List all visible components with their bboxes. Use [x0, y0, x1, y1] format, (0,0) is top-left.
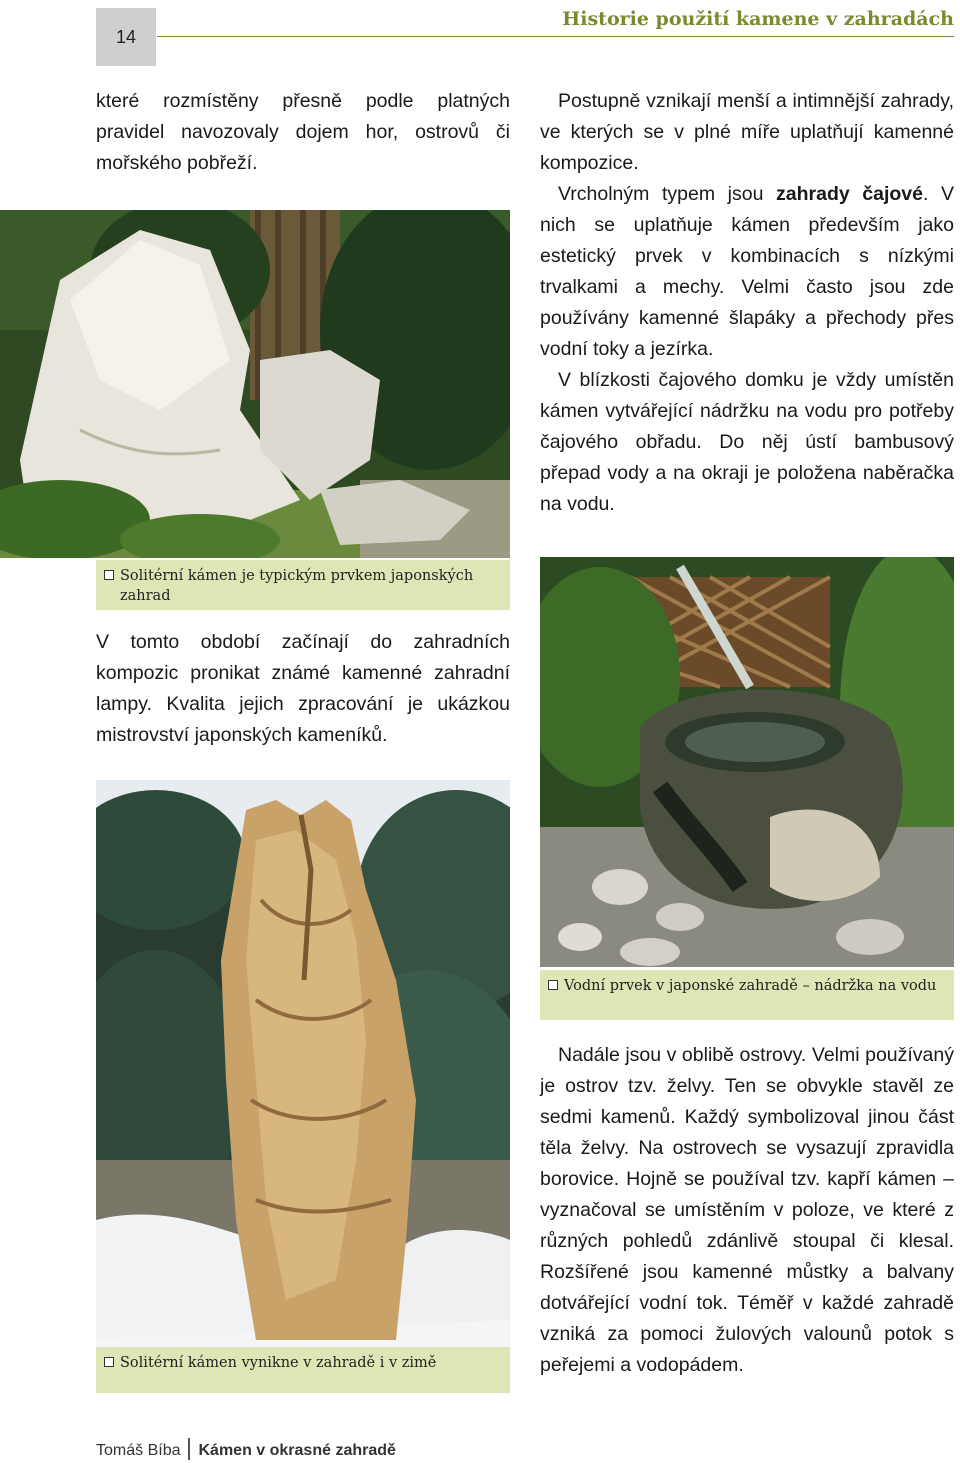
caption-text: Solitérní kámen vynikne v zahradě i v zimě: [120, 1355, 437, 1371]
caption-winter-rock: [96, 1347, 510, 1393]
chapter-title: Historie použití kamene v zahradách: [562, 8, 954, 30]
header-rule: [157, 36, 954, 37]
tea-garden-body: . V nich se uplatňuje kámen především jako estetický prvek v kombinacích s nízkými trvalkami a mechy. Velmi často jsou zde používány kamenné šlapáky a přechody přes vodní toky a jezírka.: [540, 183, 955, 360]
lanterns-text: V tomto období začínají do zahradních kompozic pronikat známé kamenné zahradní lampy. Kvalita jejich zpracování je ukázkou mistrovství japonských kameníků.: [96, 631, 510, 746]
footer-author: Tomáš Bíba: [96, 1442, 181, 1460]
islands-text: Nadále jsou v oblibě ostrovy. Velmi používaný je ostrov tzv. želvy. Ten se obvykle stavěl ze sedmi kamenů. Každý symbolizoval jinou část těla želvy. Na ostrovech se vysazují zpravidla borovice. Hojně se používal tzv. kapří kámen – vyznačoval se umístěním v poloze, ve které z různých pohledů zdánlivě stoupal či klesal. Rozšířené jsou kamenné můstky a balvany dotvářející vodní tok. Téměř v každé zahradě vzniká za pomoci žulových valounů potok s peřejemi a vodopádem.: [540, 1044, 954, 1376]
footer-separator: [188, 1438, 190, 1460]
paragraph-tea-gardens: [540, 179, 954, 365]
photo-winter-rock: [96, 780, 510, 1393]
tea-garden-lead: Vrcholným typem jsou: [558, 183, 777, 205]
caption-square-icon: [104, 1357, 114, 1367]
footer-book-title: Kámen v okrasné zahradě: [198, 1442, 396, 1460]
footer: [96, 1440, 396, 1462]
caption-text: Vodní prvek v japonské zahradě – nádržka na vodu: [564, 978, 937, 994]
photo-water-basin: [540, 557, 954, 967]
photo-solitaire-rock: [0, 210, 510, 558]
lanterns-paragraph: [96, 627, 510, 751]
caption-square-icon: [104, 570, 114, 580]
paragraph-smaller-gardens: Postupně vznikají menší a intimnější zahrady, ve kterých se v plné míře uplatňují kamenné kompozice.: [540, 90, 954, 174]
caption-square-icon: [548, 980, 558, 990]
intro-paragraph: [96, 86, 510, 179]
tea-garden-emphasis: zahrady čajové: [776, 183, 924, 205]
paragraph-water-basin: V blízkosti čajového domku je vždy umístěn kámen vytvářející nádržku na vodu pro potřeby čajového obřadu. Do něj ústí bambusový přepad vody a na okraji je položena naběračka na vodu.: [540, 369, 954, 515]
caption-solitaire-rock: [96, 560, 510, 610]
page-number: 14: [115, 26, 137, 47]
tea-garden-text: [540, 86, 954, 520]
intro-text: které rozmístěny přesně podle platných pravidel navozovaly dojem hor, ostrovů či mořského pobřeží.: [96, 90, 510, 174]
page-number-box: [96, 8, 156, 66]
caption-water-basin: [540, 970, 954, 1020]
caption-text: Solitérní kámen je typickým prvkem japonských zahrad: [120, 568, 474, 604]
islands-paragraph: [540, 1040, 954, 1381]
